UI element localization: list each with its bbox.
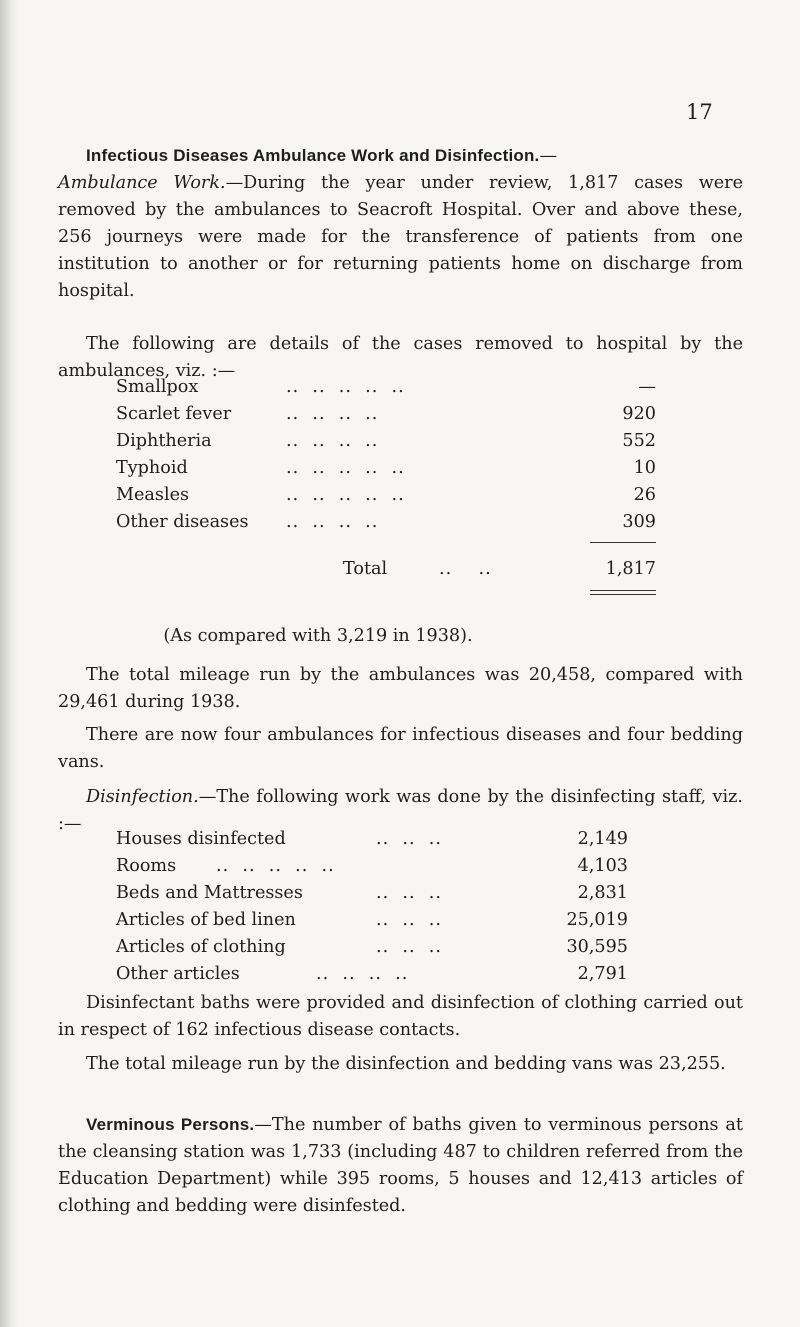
cases-table [116, 374, 656, 536]
disinfection-intro-text: —The following work was done by the disinfecting staff, viz. :— [58, 787, 743, 834]
subtotal-rule [590, 542, 656, 543]
heading-dash: — [539, 146, 558, 166]
row-label: Scarlet fever [116, 404, 232, 424]
total-row [116, 556, 656, 583]
table-row [116, 401, 656, 428]
leader-dots: .. .. [439, 559, 492, 579]
leader-dots: .. .. .. .. [286, 512, 379, 532]
table-row [116, 428, 656, 455]
section-heading: Infectious Diseases Ambulance Work and Disinfection. [86, 146, 540, 165]
row-value: 2,791 [577, 964, 628, 984]
cases-total [116, 556, 656, 583]
table-row [116, 374, 656, 401]
leader-dots: .. .. .. .. .. [286, 377, 405, 397]
table-row [116, 455, 656, 482]
row-value: 26 [633, 485, 656, 505]
row-value: 2,831 [577, 883, 628, 903]
row-label: Smallpox [116, 377, 199, 397]
leader-dots: .. .. .. .. [316, 964, 409, 984]
leader-dots: .. .. .. [376, 883, 442, 903]
details-intro-paragraph: The following are details of the cases removed to hospital by the ambulances, viz. :— [58, 334, 743, 381]
total-value: 1,817 [605, 559, 656, 579]
row-label: Diphtheria [116, 431, 212, 451]
table-row [116, 826, 628, 853]
disinfection-table [116, 826, 628, 988]
table-row [116, 880, 628, 907]
leader-dots: .. .. .. .. [286, 404, 379, 424]
ambulance-work-paragraph [58, 142, 743, 305]
verminous-paragraph [58, 1111, 743, 1220]
row-label: Typhoid [116, 458, 188, 478]
verminous-heading: Verminous Persons. [86, 1115, 255, 1134]
page-edge-shadow [0, 0, 18, 1327]
table-row [116, 482, 656, 509]
total-double-rule-top [590, 590, 656, 591]
leader-dots: .. .. .. [376, 829, 442, 849]
row-value: 920 [622, 404, 656, 424]
mileage-paragraph: The total mileage run by the ambulances was 20,458, compared with 29,461 during 1938. [58, 665, 743, 712]
table-row [116, 853, 628, 880]
row-label: Beds and Mattresses [116, 883, 303, 903]
row-value: 2,149 [577, 829, 628, 849]
leader-dots: .. .. .. .. [286, 431, 379, 451]
row-label: Rooms [116, 856, 177, 876]
ambulance-work-subheading: Ambulance Work. [58, 173, 226, 193]
table-row [116, 961, 628, 988]
row-value: 4,103 [577, 856, 628, 876]
vans-paragraph: There are now four ambulances for infectious diseases and four bedding vans. [58, 725, 743, 772]
leader-dots: .. .. .. [376, 910, 442, 930]
row-label: Other diseases [116, 512, 249, 532]
leader-dots: .. .. .. .. .. [216, 856, 335, 876]
row-value: 552 [622, 431, 656, 451]
row-label: Articles of bed linen [116, 910, 296, 930]
table-row [116, 907, 628, 934]
leader-dots: .. .. .. [376, 937, 442, 957]
table-row [116, 934, 628, 961]
row-value: 309 [622, 512, 656, 532]
row-label: Houses disinfected [116, 829, 286, 849]
row-value: 25,019 [566, 910, 628, 930]
row-value: 10 [633, 458, 656, 478]
total-label: Total [343, 559, 388, 579]
ambulance-work-text: —During the year under review, 1,817 cases were removed by the ambulances to Seacroft Hospital. Over and above these, 256 journeys were made for the transference of patients from one institution to another or for returning patients home on discharge from hospital. [58, 173, 743, 301]
row-label: Measles [116, 485, 190, 505]
row-label: Articles of clothing [116, 937, 286, 957]
table-row [116, 509, 656, 536]
comparison-note: (As compared with 3,219 in 1938). [163, 626, 473, 646]
verminous-text: —The number of baths given to verminous persons at the cleansing station was 1,733 (including 487 to children referred from the Education Department) while 395 rooms, 5 houses and 12,413 articles of clothing and bedding were disinfested. [58, 1115, 743, 1216]
row-label: Other articles [116, 964, 240, 984]
row-value: 30,595 [566, 937, 628, 957]
row-value: — [638, 377, 656, 397]
total-double-rule-bottom [590, 594, 656, 595]
baths-paragraph: Disinfectant baths were provided and disinfection of clothing carried out in respect of 162 infectious disease contacts. [58, 993, 743, 1040]
page-number: 17 [686, 100, 713, 124]
disinfection-subheading: Disinfection. [86, 787, 199, 807]
vans-mileage-paragraph: The total mileage run by the disinfection and bedding vans was 23,255. [86, 1054, 726, 1074]
leader-dots: .. .. .. .. .. [286, 485, 405, 505]
leader-dots: .. .. .. .. .. [286, 458, 405, 478]
